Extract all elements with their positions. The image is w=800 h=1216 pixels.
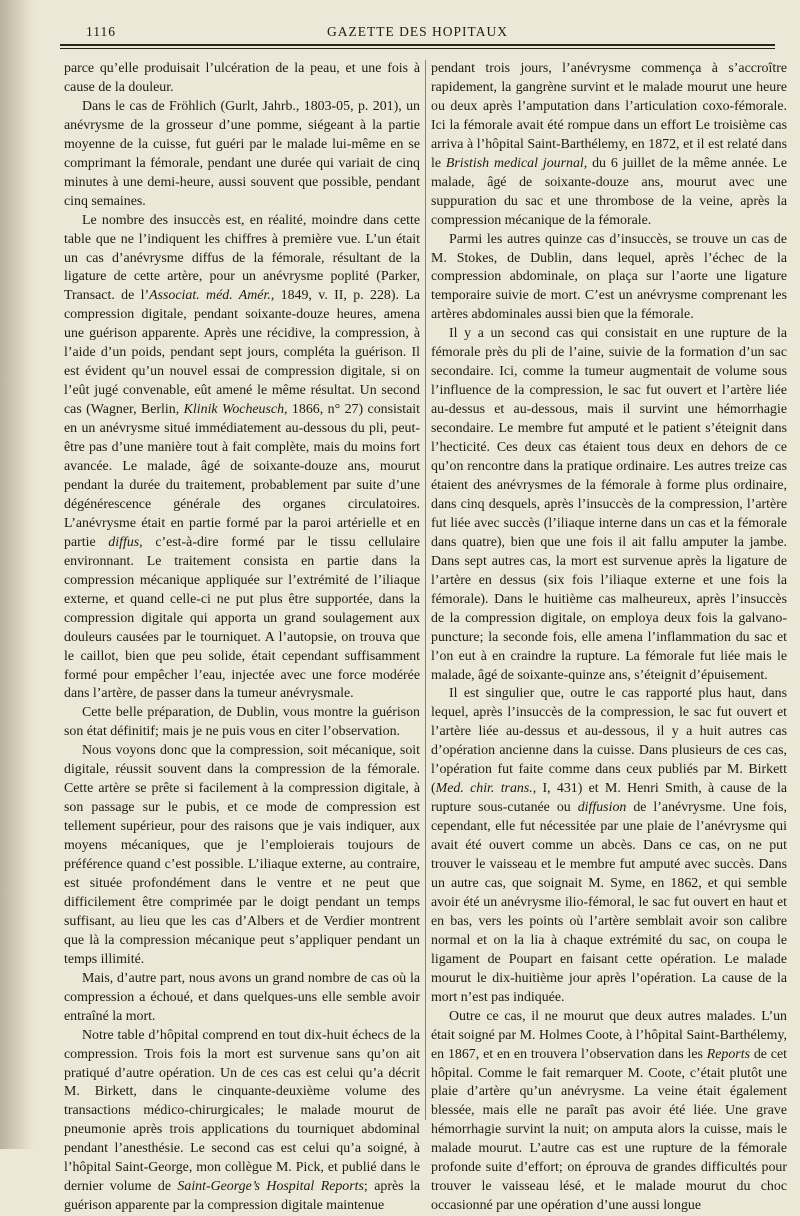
header-rule-thin (60, 48, 775, 49)
page-number: 1116 (86, 24, 116, 39)
page-binding-shadow (0, 0, 34, 1149)
paragraph: Dans le cas de Fröhlich (Gurlt, Jahrb., 1803-05, p. 201), un anévrysme de la grosseur d’une pomme, siégeant à la partie moyenne de la cuisse, fut guéri par le malade lui-même en se comprimant la fémorale, pendant une durée qui variait de cinq minutes à une demi-heure, aussi souvent que possible, pendant cinq semaines. (64, 98, 420, 209)
paragraph: parce qu’elle produisait l’ulcération de la peau, et une fois à cause de la douleur. (64, 61, 420, 95)
paragraph: Outre ce cas, il ne mourut que deux autres malades. L’un était soigné par M. Holmes Coote, à l’hôpital Saint-Barthélemy, en 1867, et en en trouvera l’observation dans les Reports de cet hôpital. Comme le fait remarquer M. Coote, c’était plutôt une plaie d’artère qu’un anévrysme. La veine était également blessée, mais elle ne paraît pas avoir été liée. Une grave hémorrhagie survint la nuit; on amputa alors la cuisse, mais le malade mourut. L’autre cas est une rupture de la fémorale profonde suite d’effort; on éprouva de grandes difficultés pour trouver le vaisseau lésé, et le malade mourut du choc occasionné par une opération d’une aussi longue (431, 1008, 787, 1214)
column-divider (425, 60, 426, 1120)
paragraph: Le nombre des insuccès est, en réalité, moindre dans cette table que ne l’indiquent les chiffres à première vue. L’un était un cas d’anévrysme diffus de la fémorale, résultant de la ligature de cette artère, pour un anévrysme poplité (Parker, Transact. de l’Associat. méd. Amér., 1849, v. II, p. 228). La compression digitale, pendant soixante-douze heures, amena une guérison apparente. Après une récidive, la compression, à l’aide d’un poids, pendant sept jours, compléta la guérison. Il est évident qu’un nouvel essai de compression digitale, si on l’eût jugé convenable, eût amené le même résultat. Un second cas (Wagner, Berlin, Klinik Wocheusch, 1866, n° 27) consistait en un anévrysme situé immédiatement au-dessous du pli, peut-être pas d’une manière tout à fait complète, mais du moins fort avancée. Le malade, âgé de soixante-douze ans, mourut pendant la durée du traitement, probablement par suite d’une dégénérescence générale des organes circulatoires. L’anévrysme était en partie formé par la paroi artérielle et en partie diffus, c’est-à-dire formé par le tissu cellulaire environnant. Le traitement consista en partie dans la compression mécanique appliquée sur l’extrémité de l’iliaque externe, et quand celle-ci ne put plus être supportée, dans la compression digitale qui apporta un grand soulagement aux douleurs causées par le tourniquet. A l’autopsie, on trouva que le caillot, bien que peu solide, était cependant suffisamment formé pour empêcher l’eau, injectée avec une force modérée dans l’artère, de passer dans la tumeur anévrysmale. (64, 212, 420, 702)
paragraph: pendant trois jours, l’anévrysme commença à s’accroître rapidement, la gangrène survint et le malade mourut une heure ou deux après l’amputation dans l’articulation coxo-fémorale. Ici la fémorale avait été rompue dans un effort Le troisième cas arriva à l’hôpital Saint-Barthélemy, en 1872, et il est relaté dans le Bristish medical journal, du 6 juillet de la même année. Le malade, âgé de soixante-douze ans, mourut avec une suppuration du sac et une thrombose de la veine, après la compression mécanique de la fémorale. (431, 61, 787, 228)
paragraph: Cette belle préparation, de Dublin, vous montre la guérison son état définitif; mais je ne puis vous en citer l’observation. (64, 705, 420, 740)
paragraph: Il est singulier que, outre le cas rapporté plus haut, dans lequel, après l’insuccès de la compression, le sac fut ouvert et l’artère liée au-dessus et au-dessous, il y a huit autres cas d’opération ancienne dans la cuisse. Dans plusieurs de ces cas, l’opération fut faite comme dans ceux publiés par M. Birkett (Med. chir. trans., I, 431) et M. Henri Smith, à cause de la rupture sous-cutanée ou diffusion de l’anévrysme. Une fois, cependant, elle fut nécessitée par une plaie de l’anévrysme qui avait été ouvert comme un abcès. Dans ce cas, on ne put trouver le vaisseau et le membre fut amputé avec succès. Dans un autre cas, que soignait M. Syme, en 1862, et qui semble avoir été un anévrysme ilio-fémoral, le sac fut ouvert en haut et en bas, vers les points où l’artère semblait avoir son calibre normal et on la lia à chaque extrémité du sac, on coupa le ligament de Poupart en faisant cette opération. Le malade mourut le dix-huitième jour après l’opération. La cause de la mort n’est pas indiquée. (431, 686, 787, 1005)
paragraph: Notre table d’hôpital comprend en tout dix-huit échecs de la compression. Trois fois la mort est survenue sans qu’on ait pratiqué d’autre opération. Un de ces cas est celui qu’a décrit M. Birkett, dans le cinquante-deuxième volume des transactions médico-chirurgicales; le malade mourut de pneumonie après trois applications du tourniquet abdominal pendant l’anesthésie. Le second cas est celui qu’a soigné, à l’hôpital Saint-George, mon collègue M. Pick, et publié dans le dernier volume de Saint-George’s Hospital Reports; après la guérison apparente par la compression digitale maintenue (64, 1027, 420, 1214)
right-column (431, 60, 787, 1216)
paragraph: Il y a un second cas qui consistait en une rupture de la fémorale près du pli de l’aine, suivie de la formation d’un sac secondaire. Ici, comme la tumeur augmentait de volume sous l’influence de la compression, le sac fut ouvert et l’artère liée au-dessus et au-dessous, mais il survint une hémorrhagie secondaire. Le membre fut amputé et le patient s’éteignit dans l’hecticité. Ces deux cas étaient tous deux en dehors de ce qu’on rencontre dans la pratique ordinaire. Les autres treize cas étaient des anévrysmes de la fémorale à forme plus ordinaire, dans cinq desquels, après l’insuccès de la compression, l’artère fut liée avec succès (l’iliaque interne dans un cas et la fémorale dans quatre), bien que une fois il ait fallu amputer la jambe. Dans sept autres cas, la mort est survenue après la ligature de l’artère en dessus (six fois l’iliaque externe et une fois la fémorale). Dans le huitième cas malheureux, après l’insuccès de la compression digitale, on employa deux fois la galvano-puncture; la seconde fois, elle amena l’inflammation du sac et l’on eut à en craindre la rupture. La fémorale fut liée mais le malade, âgé de soixante-quinze ans, s’éteignit d’épuisement. (431, 326, 787, 683)
paragraph: Parmi les autres quinze cas d’insuccès, se trouve un cas de M. Stokes, de Dublin, dans lequel, après l’échec de la compression abdominale, on plaça sur l’aorte une ligature temporaire suivie de mort. C’est un anévrysme comprenant les artères abdominales aussi bien que la fémorale. (431, 231, 787, 323)
header-rule-thick (60, 44, 775, 46)
left-column (64, 60, 420, 1216)
paragraph: Mais, d’autre part, nous avons un grand nombre de cas où la compression a échoué, et dans quelques-uns elle semble avoir entraîné la mort. (64, 970, 420, 1024)
running-header (60, 24, 775, 46)
paragraph: Nous voyons donc que la compression, soit mécanique, soit digitale, réussit souvent dans la compression de la fémorale. Cette artère se prête si facilement à la compression digitale, à son passage sur le pubis, et ce mode de compression est tellement supérieur, pour des raisons que je vais indiquer, aux moyens mécaniques, que je l’emploierais toujours de préférence quand c’est possible. L’iliaque externe, au contraire, est située profondément dans le ventre et ne peut que difficilement être comprimée par le doigt pendant un temps suffisant, au lieu que les cas d’Albers et de Verdier montrent que là la compression mécanique peut s’appliquer pendant un temps illimité. (64, 743, 420, 967)
journal-title: GAZETTE DES HOPITAUX (327, 24, 508, 39)
